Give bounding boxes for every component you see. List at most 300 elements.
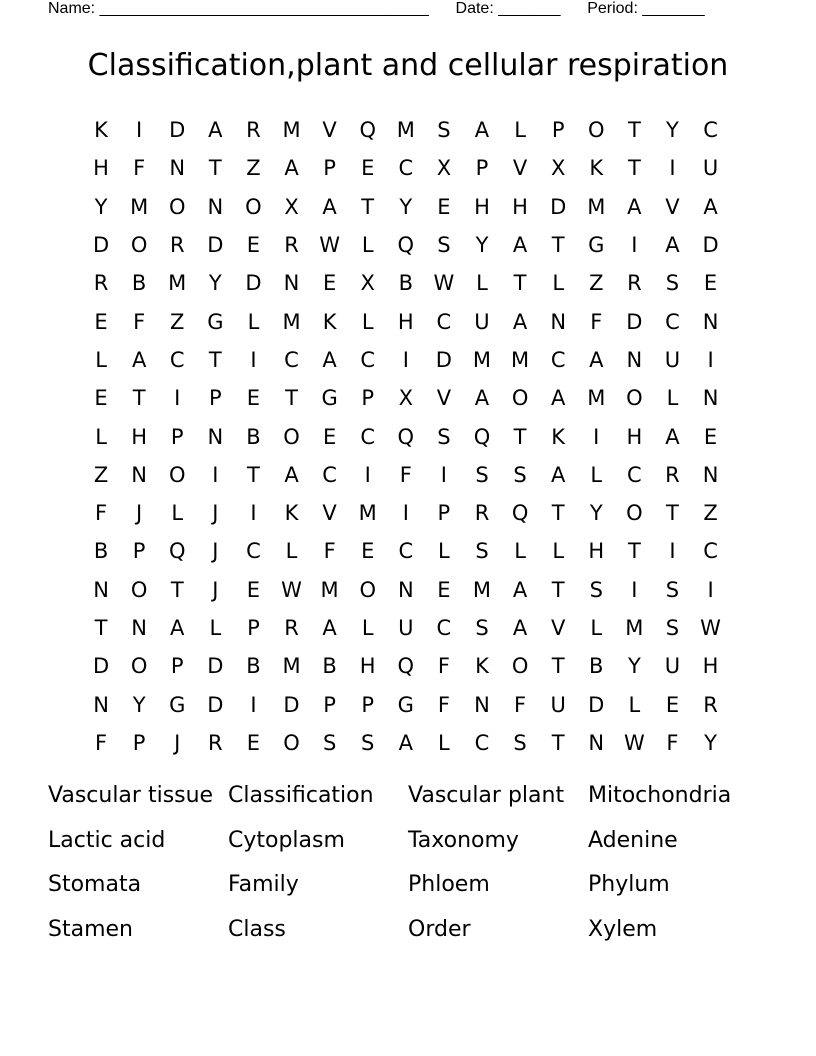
grid-letter: P [170, 654, 184, 679]
grid-letter: C [703, 539, 718, 564]
grid-letter: T [551, 577, 565, 602]
grid-letter: Y [589, 501, 603, 526]
grid-letter: T [551, 501, 565, 526]
grid-letter: X [550, 156, 566, 181]
grid-letter: H [588, 539, 605, 564]
grid-letter: E [703, 424, 718, 449]
grid-letter: R [208, 730, 223, 755]
grid-row [82, 302, 730, 340]
grid-letter: T [285, 386, 298, 411]
grid-letter: T [551, 730, 565, 755]
grid-letter: O [168, 462, 186, 487]
grid-letter: V [322, 501, 337, 526]
grid-letter: H [474, 194, 490, 219]
grid-letter: E [246, 386, 261, 411]
grid-letter: S [361, 730, 375, 755]
word-list-item: Adenine [588, 827, 678, 853]
grid-letter: M [282, 654, 301, 679]
grid-letter: V [322, 118, 337, 143]
grid-letter: L [361, 616, 374, 640]
grid-letter: C [398, 156, 414, 181]
grid-letter: O [511, 654, 529, 679]
grid-letter: P [475, 156, 489, 181]
grid-letter: P [132, 539, 146, 564]
grid-letter: R [284, 616, 299, 640]
grid-letter: A [284, 462, 299, 487]
grid-letter: C [474, 730, 490, 755]
grid-letter: Q [397, 654, 415, 679]
grid-letter: D [92, 654, 110, 679]
word-list-item: Phloem [408, 872, 490, 898]
grid-letter: A [474, 118, 490, 143]
grid-letter: H [512, 194, 528, 219]
grid-letter: L [552, 271, 565, 296]
grid-letter: T [132, 386, 146, 411]
grid-letter: G [169, 692, 186, 717]
grid-letter: E [361, 539, 375, 564]
grid-letter: N [207, 194, 224, 219]
grid-letter: U [550, 692, 566, 717]
word-list-item: Family [228, 872, 299, 898]
grid-letter: L [361, 309, 374, 334]
word-list-item: Stomata [48, 872, 142, 898]
grid-letter: X [436, 156, 452, 181]
grid-row [82, 724, 730, 762]
grid-letter: D [245, 271, 262, 296]
grid-letter: B [131, 271, 147, 296]
word-list-item: Taxonomy [408, 827, 519, 853]
grid-letter: I [669, 539, 676, 564]
grid-letter: A [322, 347, 337, 372]
grid-letter: S [665, 616, 680, 640]
grid-letter: I [250, 692, 257, 717]
grid-letter: O [626, 501, 643, 526]
grid-row [82, 456, 730, 494]
grid-letter: O [511, 386, 529, 411]
grid-letter: T [208, 347, 222, 372]
grid-row [82, 149, 730, 187]
word-list-item: Mitochondria [588, 783, 732, 808]
grid-letter: H [626, 424, 643, 449]
date-label: Date: [455, 0, 494, 17]
grid-letter: N [550, 309, 567, 334]
grid-letter: Y [132, 692, 146, 717]
grid-letter: O [168, 194, 186, 219]
grid-letter: I [402, 347, 409, 372]
grid-letter: V [665, 194, 680, 219]
grid-letter: C [627, 462, 642, 487]
grid-letter: M [472, 347, 492, 372]
grid-letter: Z [589, 271, 604, 296]
grid-letter: F [590, 309, 603, 334]
grid-letter: N [626, 347, 643, 372]
grid-letter: I [250, 347, 257, 372]
grid-letter: L [438, 539, 450, 564]
grid-letter: M [282, 118, 301, 143]
grid-letter: P [208, 386, 222, 411]
word-list-item: Vascular tissue [48, 783, 214, 808]
grid-letter: K [589, 156, 604, 181]
grid-letter: P [361, 386, 375, 411]
grid-letter: H [397, 309, 414, 334]
grid-letter: A [512, 309, 528, 334]
grid-letter: G [588, 233, 605, 258]
grid-letter: P [247, 616, 260, 640]
grid-letter: E [437, 577, 451, 602]
grid-letter: N [131, 462, 147, 487]
grid-letter: I [707, 577, 714, 602]
grid-letter: A [550, 462, 566, 487]
grid-letter: M [472, 577, 492, 602]
grid-letter: A [398, 730, 413, 755]
grid-letter: L [514, 539, 526, 564]
grid-letter: F [437, 692, 450, 717]
grid-letter: T [666, 501, 679, 526]
grid-letter: U [702, 156, 719, 181]
grid-letter: T [551, 233, 565, 258]
grid-letter: O [283, 730, 300, 755]
grid-letter: C [360, 424, 376, 449]
grid-letter: B [93, 539, 109, 564]
grid-row [82, 379, 730, 417]
grid-letter: A [665, 424, 680, 449]
grid-letter: A [131, 347, 147, 372]
grid-letter: M [587, 386, 606, 411]
grid-letter: D [550, 194, 567, 219]
grid-letter: F [437, 654, 450, 679]
grid-letter: D [207, 233, 224, 258]
grid-letter: Z [170, 309, 185, 334]
word-list [48, 776, 768, 955]
grid-letter: S [322, 730, 337, 755]
grid-letter: A [474, 386, 490, 411]
grid-letter: F [95, 501, 108, 526]
grid-letter: O [359, 577, 376, 602]
grid-letter: T [627, 539, 641, 564]
grid-row [82, 609, 730, 647]
grid-letter: K [284, 501, 299, 526]
grid-letter: C [246, 539, 261, 564]
grid-letter: T [627, 156, 641, 181]
grid-letter: N [397, 577, 414, 602]
grid-letter: G [207, 309, 224, 334]
grid-letter: S [513, 730, 527, 755]
grid-letter: N [702, 462, 719, 487]
grid-letter: I [631, 577, 638, 602]
date-blank: _______ [498, 0, 561, 17]
grid-row [82, 417, 730, 455]
word-list-item: Vascular plant [408, 783, 565, 808]
grid-letter: O [245, 194, 262, 219]
word-list-item: Classification [228, 783, 374, 808]
grid-letter: E [94, 309, 108, 334]
word-list-item: Xylem [588, 917, 658, 943]
grid-letter: A [627, 194, 642, 219]
grid-letter: T [94, 616, 108, 640]
grid-letter: L [95, 424, 107, 449]
grid-row [82, 226, 730, 264]
grid-letter: D [626, 309, 643, 334]
grid-letter: F [399, 462, 412, 487]
grid-letter: W [433, 271, 455, 296]
grid-letter: A [512, 577, 528, 602]
grid-letter: L [476, 271, 488, 296]
grid-letter: N [207, 424, 224, 449]
grid-letter: A [703, 194, 718, 219]
grid-letter: B [322, 654, 337, 679]
grid-letter: V [436, 386, 452, 411]
grid-letter: N [169, 156, 186, 181]
grid-letter: C [550, 347, 566, 372]
grid-letter: I [631, 233, 638, 258]
grid-letter: I [440, 462, 447, 487]
grid-letter: R [665, 462, 680, 487]
grid-letter: Q [397, 424, 415, 449]
grid-letter: A [208, 118, 223, 143]
grid-letter: A [170, 616, 185, 640]
grid-letter: I [174, 386, 181, 411]
grid-letter: M [130, 194, 149, 219]
word-list-item: Order [408, 917, 471, 943]
grid-letter: N [93, 577, 109, 602]
grid-letter: O [283, 424, 300, 449]
grid-letter: C [436, 616, 452, 640]
name-label: Name: [48, 0, 96, 17]
grid-letter: F [666, 730, 679, 755]
grid-row [82, 188, 730, 226]
grid-letter: W [281, 577, 302, 602]
grid-row [82, 571, 730, 609]
grid-letter: H [93, 156, 109, 181]
grid-letter: A [284, 156, 299, 181]
grid-letter: M [511, 347, 530, 372]
grid-letter: T [170, 577, 184, 602]
grid-letter: D [283, 692, 300, 717]
grid-letter: S [665, 271, 680, 296]
grid-letter: S [475, 462, 489, 487]
grid-letter: L [514, 118, 526, 143]
grid-letter: R [474, 501, 490, 526]
grid-letter: P [170, 424, 184, 449]
grid-letter: N [588, 730, 605, 755]
grid-row [82, 685, 730, 723]
grid-letter: Y [666, 118, 679, 143]
grid-letter: L [590, 462, 603, 487]
page-title: Classification,plant and cellular respiration [87, 48, 729, 83]
grid-letter: X [398, 386, 413, 411]
grid-letter: J [136, 501, 143, 526]
grid-letter: D [207, 692, 224, 717]
grid-letter: I [707, 347, 714, 372]
grid-letter: S [475, 616, 489, 640]
grid-letter: Y [475, 233, 489, 258]
grid-letter: N [93, 692, 109, 717]
grid-letter: Z [93, 462, 109, 487]
grid-letter: L [628, 692, 641, 717]
grid-letter: L [95, 347, 107, 372]
word-list-item: Phylum [588, 872, 670, 898]
grid-letter: S [475, 539, 489, 564]
grid-row [82, 532, 730, 570]
grid-letter: Q [168, 539, 186, 564]
grid-letter: Q [397, 233, 415, 258]
grid-letter: S [665, 577, 680, 602]
grid-letter: S [513, 462, 527, 487]
grid-letter: H [131, 424, 148, 449]
grid-letter: J [174, 730, 181, 755]
grid-letter: N [283, 271, 300, 296]
grid-letter: P [132, 730, 146, 755]
grid-letter: E [246, 233, 261, 258]
grid-letter: L [666, 386, 679, 411]
word-list-item: Cytoplasm [228, 827, 345, 853]
grid-letter: I [136, 118, 143, 143]
grid-letter: F [133, 309, 146, 334]
grid-letter: Q [359, 118, 376, 143]
grid-letter: W [623, 730, 645, 755]
grid-letter: E [246, 730, 261, 755]
grid-letter: N [702, 309, 719, 334]
grid-letter: A [589, 347, 604, 372]
grid-letter: X [360, 271, 375, 296]
grid-letter: V [512, 156, 528, 181]
grid-letter: O [130, 233, 148, 258]
grid-letter: W [700, 616, 721, 640]
grid-letter: F [514, 692, 527, 717]
grid-letter: C [284, 347, 299, 372]
grid-row [82, 111, 730, 149]
grid-letter: L [590, 616, 603, 640]
grid-letter: L [285, 539, 298, 564]
grid-letter: Y [399, 194, 413, 219]
grid-letter: P [437, 501, 451, 526]
grid-letter: O [130, 654, 148, 679]
grid-letter: A [322, 194, 337, 219]
grid-letter: R [627, 271, 642, 296]
grid-letter: T [361, 194, 375, 219]
grid-letter: I [669, 156, 676, 181]
grid-letter: T [513, 424, 527, 449]
grid-row [82, 264, 730, 302]
grid-letter: O [588, 118, 605, 143]
grid-letter: M [358, 501, 377, 526]
grid-letter: L [361, 233, 374, 258]
grid-letter: K [551, 424, 566, 449]
grid-letter: E [437, 194, 451, 219]
grid-row [82, 341, 730, 379]
grid-letter: Y [94, 194, 108, 219]
grid-letter: W [319, 233, 340, 258]
grid-letter: C [665, 309, 680, 334]
grid-letter: H [702, 654, 719, 679]
grid-letter: S [437, 118, 451, 143]
grid-letter: E [94, 386, 108, 411]
grid-letter: I [402, 501, 409, 526]
grid-letter: I [212, 462, 219, 487]
grid-letter: I [593, 424, 600, 449]
grid-letter: E [246, 577, 261, 602]
grid-letter: N [702, 386, 719, 411]
grid-row [82, 494, 730, 532]
grid-letter: B [398, 271, 413, 296]
grid-letter: C [436, 309, 452, 334]
grid-letter: A [512, 616, 528, 640]
grid-row [82, 647, 730, 685]
grid-letter: T [247, 462, 260, 487]
grid-letter: L [438, 730, 450, 755]
grid-letter: S [589, 577, 603, 602]
grid-letter: M [282, 309, 301, 334]
grid-letter: B [589, 654, 604, 679]
grid-letter: U [398, 616, 414, 640]
grid-letter: J [212, 577, 219, 602]
grid-letter: R [246, 118, 261, 143]
grid-letter: E [703, 271, 718, 296]
grid-letter: Y [704, 730, 717, 755]
grid-letter: M [396, 118, 415, 143]
grid-letter: E [665, 692, 680, 717]
grid-letter: X [284, 194, 299, 219]
grid-letter: R [169, 233, 185, 258]
grid-letter: M [625, 616, 644, 640]
grid-letter: L [171, 501, 184, 526]
grid-letter: S [437, 424, 451, 449]
grid-letter: K [322, 309, 337, 334]
grid-letter: Y [627, 654, 641, 679]
grid-letter: E [322, 271, 337, 296]
grid-letter: B [246, 654, 261, 679]
grid-letter: G [321, 386, 338, 411]
grid-letter: R [93, 271, 109, 296]
grid-letter: T [513, 271, 527, 296]
grid-letter: K [94, 118, 108, 143]
grid-letter: R [703, 692, 718, 717]
grid-letter: E [361, 156, 375, 181]
grid-letter: L [247, 309, 260, 334]
grid-letter: D [702, 233, 719, 258]
grid-letter: S [437, 233, 451, 258]
grid-letter: U [474, 309, 490, 334]
grid-letter: M [168, 271, 187, 296]
letter-grid [82, 111, 730, 762]
grid-letter: O [626, 386, 643, 411]
grid-letter: C [322, 462, 337, 487]
grid-letter: Q [473, 424, 491, 449]
grid-letter: M [587, 194, 606, 219]
word-list-item: Class [228, 917, 286, 943]
grid-letter: L [552, 539, 565, 564]
grid-letter: R [284, 233, 299, 258]
grid-letter: C [398, 539, 414, 564]
grid-letter: N [131, 616, 147, 640]
grid-letter: D [207, 654, 224, 679]
grid-letter: B [246, 424, 261, 449]
grid-letter: N [474, 692, 490, 717]
grid-letter: D [169, 118, 186, 143]
grid-letter: Y [208, 271, 222, 296]
grid-letter: A [322, 616, 337, 640]
grid-letter: Z [246, 156, 261, 181]
grid-letter: A [550, 386, 566, 411]
grid-letter: C [169, 347, 185, 372]
grid-letter: K [475, 654, 489, 679]
period-blank: _______ [642, 0, 705, 17]
grid-letter: P [551, 118, 565, 143]
grid-letter: U [664, 654, 681, 679]
grid-letter: J [212, 539, 219, 564]
grid-letter: T [208, 156, 222, 181]
grid-letter: P [323, 156, 336, 181]
